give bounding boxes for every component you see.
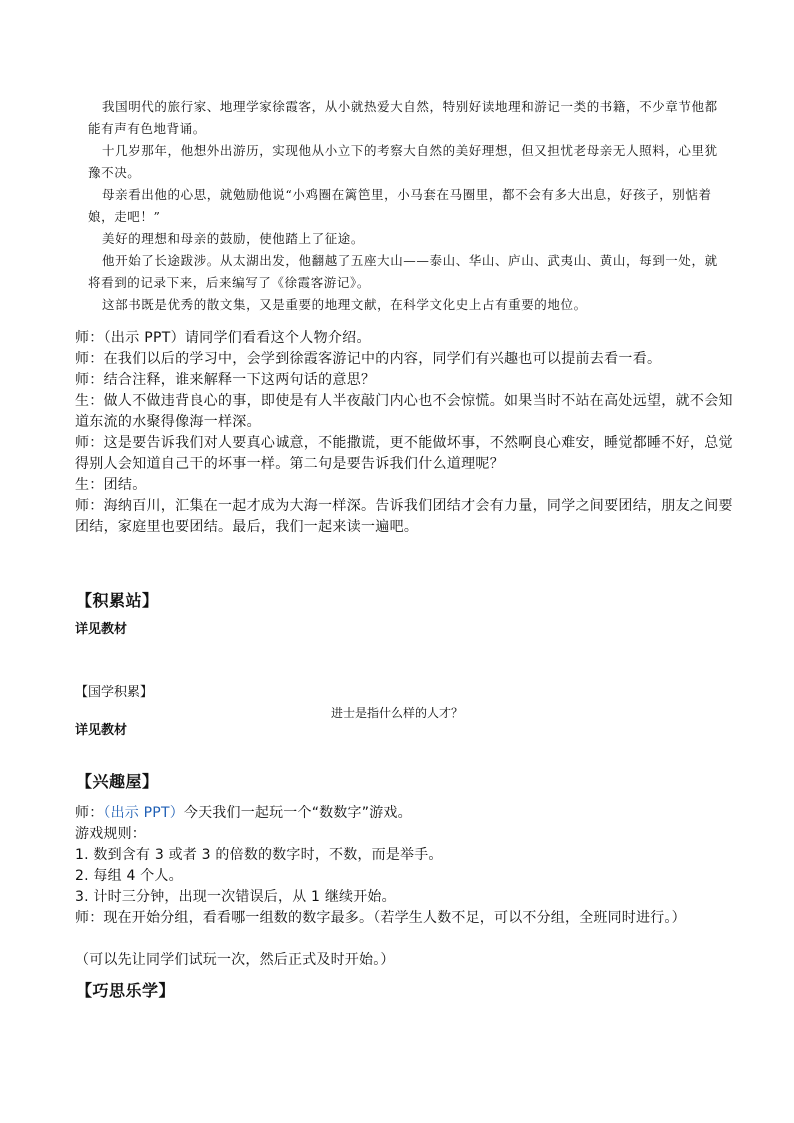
dialogue-line-5: 师：这是要告诉我们对人要真心诚意，不能撒谎，更不能做坏事，不然啊良心难安，睡觉都睡不好，总觉得别人会知道自己干的坏事一样。第二句是要告诉我们什么道理呢？	[75, 435, 733, 472]
story-paragraph-6: 这部书既是优秀的散文集，又是重要的地理文献，在科学文化史上占有重要的地位。	[102, 297, 587, 312]
dialogue-line-3: 师：结合注释，谁来解释一下这两句话的意思？	[75, 372, 376, 388]
dialogue-line-1: 师：（出示 PPT）请同学们看看这个人物介绍。	[75, 330, 371, 346]
dialogue-line-7: 师：海纳百川，汇集在一起才成为大海一样深。告诉我们团结才会有力量，同学之间要团结，朋友之间要团结，家庭里也要团结。最后，我们一起来读一遍吧。	[75, 498, 733, 535]
dialogue-line-4: 生：做人不做违背良心的事，即使是有人半夜敲门内心也不会惊慌。如果当时不站在高处远望，就不会知道东流的水聚得像海一样深。	[75, 393, 733, 430]
dialogue-line-2: 师：在我们以后的学习中，会学到徐霞客游记中的内容，同学们有兴趣也可以提前去看一看。	[75, 351, 662, 367]
section-heading-jilei: 【积累站】	[76, 591, 159, 610]
game-rule-3: 3. 计时三分钟，出现一次错误后，从 1 继续开始。	[75, 889, 396, 905]
game-intro-text: 今天我们一起玩一个“数数字”游戏。	[183, 805, 412, 821]
guoxue-detail-text: 详见教材	[75, 723, 128, 738]
story-paragraph-4: 美好的理想和母亲的鼓励，使他踏上了征途。	[102, 231, 365, 246]
game-rule-1: 1. 数到含有 3 或者 3 的倍数的数字时，不数，而是举手。	[75, 847, 443, 863]
game-rules-title: 游戏规则：	[75, 826, 146, 842]
story-paragraph-3: 母亲看出他的心思，就勉励他说“小鸡圈在篱笆里，小马套在马圈里，都不会有多大出息，好孩子，别惦着娘，走吧！”	[88, 187, 712, 224]
game-instruction-line: 师：现在开始分组，看看哪一组数的数字最多。（若学生人数不足，可以不分组，全班同时进行。）	[75, 910, 686, 926]
story-paragraph-2: 十几岁那年，他想外出游历，实现他从小立下的考察大自然的美好理想，但又担忧老母亲无人照料，心里犹豫不决。	[88, 143, 718, 180]
story-paragraph-1: 我国明代的旅行家、地理学家徐霞客，从小就热爱大自然，特别好读地理和游记一类的书籍，不少章节他都能有声有色地背诵。	[88, 99, 718, 136]
speaker-label: 师：	[75, 805, 104, 821]
game-note-line: （可以先让同学们试玩一次，然后正式及时开始。）	[75, 952, 395, 968]
section-heading-xingqu: 【兴趣屋】	[76, 772, 159, 791]
game-rule-2: 2. 每组 4 个人。	[75, 868, 183, 884]
guoxue-heading: 【国学积累】	[75, 685, 154, 700]
section-heading-qiaosi: 【巧思乐学】	[76, 981, 176, 1000]
jilei-detail-text: 详见教材	[75, 622, 128, 637]
ppt-label: （出示 PPT）	[103, 805, 184, 821]
story-paragraph-5: 他开始了长途跋涉。从太湖出发，他翻越了五座大山——泰山、华山、庐山、武夷山、黄山，每到一处，就将看到的记录下来，后来编写了《徐霞客游记》。	[88, 253, 718, 290]
dialogue-line-6: 生：团结。	[75, 477, 147, 493]
game-intro-line	[75, 803, 740, 824]
guoxue-question: 进士是指什么样的人才？	[330, 706, 463, 720]
